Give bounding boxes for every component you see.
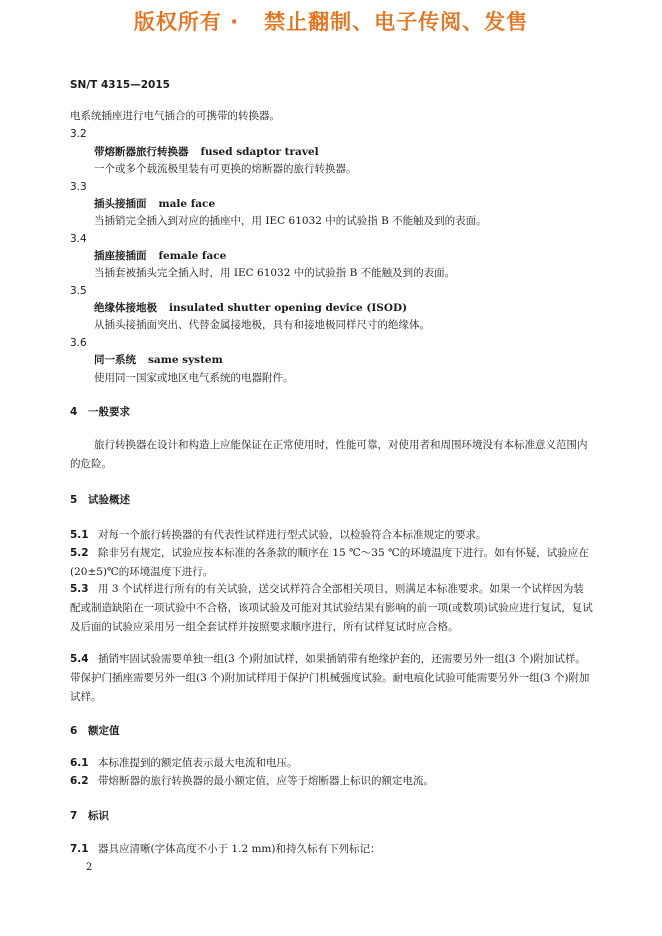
clause xyxy=(70,650,594,707)
term-cn: 插头接插面 xyxy=(94,198,147,210)
clause xyxy=(70,580,594,637)
clause-text: 对每一个旅行转换器的有代表性试样进行型式试验，以检验符合本标准规定的要求。 xyxy=(98,529,487,541)
term-number: 3.3 xyxy=(70,181,87,193)
section-title: 标识 xyxy=(88,810,109,822)
term-en: fused sdaptor travel xyxy=(200,146,319,158)
clause-text: 插销牢固试验需要单独一组(3 个)附加试样，如果插销带有绝缘护套的，还需要另外一组(3 个)附加试样。带保护门插座需要另外一组(3 个)附加试样用于保护门机械强度试验。耐电痕化试验可能需要另外一组(3 个)附加试样。 xyxy=(70,653,590,703)
clause-number: 5.3 xyxy=(70,583,89,595)
term-number: 3.5 xyxy=(70,285,87,297)
clause-number: 6.2 xyxy=(70,775,89,787)
clause-text: 带熔断器的旅行转换器的最小额定值，应等于熔断器上标识的额定电流。 xyxy=(98,775,434,787)
term-cn: 插座接插面 xyxy=(94,250,147,262)
clause xyxy=(70,772,594,791)
section-heading xyxy=(70,405,130,419)
section-number: 6 xyxy=(70,725,78,737)
clause-number: 5.4 xyxy=(70,653,89,665)
term-definition: 使用同一国家或地区电气系统的电器附件。 xyxy=(94,372,294,384)
term-title xyxy=(94,197,215,211)
clause-text: 器具应清晰(字体高度不小于 1.2 mm)和持久标有下列标记： xyxy=(98,843,381,855)
section-heading xyxy=(70,809,109,823)
term-number: 3.2 xyxy=(70,128,87,140)
term-definition: 当插销完全插入到对应的插座中，用 IEC 61032 中的试验指 B 不能触及到的表面。 xyxy=(94,215,487,227)
section-title: 试验概述 xyxy=(88,494,130,506)
section-number: 4 xyxy=(70,406,78,418)
term-en: insulated shutter opening device (ISOD) xyxy=(169,302,408,314)
term-definition: 当插套被插头完全插入时，用 IEC 61032 中的试验指 B 不能触及到的表面。 xyxy=(94,267,456,279)
section-title: 一般要求 xyxy=(88,406,130,418)
section-heading xyxy=(70,493,130,507)
term-cn: 同一系统 xyxy=(94,354,136,366)
clause-text: 用 3 个试样进行所有的有关试验，送交试样符合全部相关项目，则满足本标准要求。如果一个试样因为装配或制造缺陷在一项试验中不合格，该项试验及可能对其试验结果有影响的前一项(或数项)试验应进行复试，复试及后面的试验应采用另一组全套试样并按照要求顺序进行，所有试样复试时应合格。 xyxy=(70,583,593,633)
term-en: same system xyxy=(148,354,223,366)
clause xyxy=(70,754,594,773)
term-title xyxy=(94,249,226,263)
section-number: 5 xyxy=(70,494,78,506)
clause-number: 5.1 xyxy=(70,529,89,541)
term-number: 3.4 xyxy=(70,233,87,245)
clause-text: 本标准提到的额定值表示最大电流和电压。 xyxy=(98,757,298,769)
section-number: 7 xyxy=(70,810,78,822)
page-number: 2 xyxy=(86,862,93,873)
section-title: 额定值 xyxy=(88,725,120,737)
term-definition: 一个或多个载流极里装有可更换的熔断器的旅行转换器。 xyxy=(94,163,357,175)
section-paragraph: 旅行转换器在设计和构造上应能保证在正常使用时，性能可靠，对使用者和周围环境没有本标准意义范围内的危险。 xyxy=(70,439,588,470)
clause-number: 7.1 xyxy=(70,843,89,855)
clause-text: 除非另有规定，试验应按本标准的各条款的顺序在 15 ℃～35 ℃的环境温度下进行。如有怀疑，试验应在(20±5)℃的环境温度下进行。 xyxy=(70,547,589,578)
term-en: female face xyxy=(158,250,227,262)
clause xyxy=(70,840,594,859)
clause-number: 5.2 xyxy=(70,547,89,559)
clause-number: 6.1 xyxy=(70,757,89,769)
copyright-watermark: 版权所有 · 禁止翻制、电子传阅、发售 xyxy=(133,10,529,34)
term-definition: 从插头接插面突出、代替金属接地极，具有和接地极同样尺寸的绝缘体。 xyxy=(94,319,430,331)
term-title xyxy=(94,353,223,367)
standard-code: SN/T 4315—2015 xyxy=(70,79,170,91)
term-number: 3.6 xyxy=(70,337,87,349)
term-title xyxy=(94,301,407,315)
clause xyxy=(70,526,594,545)
clause xyxy=(70,544,594,582)
term-cn: 带熔断器旅行转换器 xyxy=(94,146,189,158)
term-cn: 绝缘体接地极 xyxy=(94,302,157,314)
intro-line: 电系统插座进行电气插合的可携带的转换器。 xyxy=(70,110,280,122)
term-title xyxy=(94,145,319,159)
section-heading xyxy=(70,724,120,738)
term-en: male face xyxy=(158,198,216,210)
